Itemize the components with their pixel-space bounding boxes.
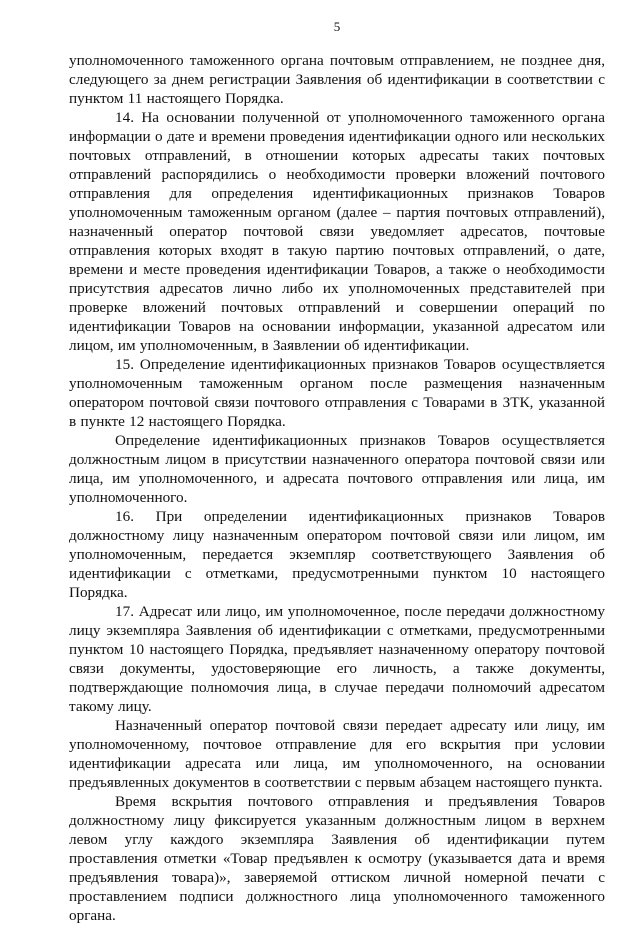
paragraph-17-third: Время вскрытия почтового отправления и предъявления Товаров должностному лицу фиксируется указанным должностным лицом в верхнем левом углу каждого экземпляра Заявления об идентификации путем проставления отметки «Товар предъявлен к осмотру (указывается дата и время предъявления товара)», заверяемой оттиском личной номерной печати с проставлением подписи должностного лица уполномоченного таможенного органа. bbox=[69, 793, 605, 924]
paragraph-14: 14. На основании полученной от уполномоченного таможенного органа информации о дате и времени проведения идентификации одного или нескольких почтовых отправлений, в отношении которых адресаты таких почтовых отправлений распорядились о необходимости проверки вложений почтового отправления для определения идентификационных признаков Товаров уполномоченным таможенным органом (далее – партия почтовых отправлений), назначенный оператор почтовой связи уведомляет адресатов, почтовые отправления которых входят в такую партию почтовых отправлений, о дате, времени и месте проведения идентификации Товаров, а также о необходимости присутствия адресатов лично либо их уполномоченных представителей при проверке вложений почтовых отправлений и совершении операций по идентификации Товаров на основании информации, указанной адресатом или лицом, им уполномоченным, в Заявлении об идентификации. bbox=[69, 109, 605, 354]
paragraph-16: 16. При определении идентификационных признаков Товаров должностному лицу назначенным оператором почтовой связи или лицом, им уполномоченным, передается экземпляр соответствующего Заявления об идентификации с отметками, предусмотренными пунктом 10 настоящего Порядка. bbox=[69, 508, 605, 601]
document-body bbox=[69, 51, 605, 925]
paragraph-15: 15. Определение идентификационных признаков Товаров осуществляется уполномоченным таможенным органом после размещения назначенным оператором почтовой связи почтового отправления с Товарами в ЗТК, указанной в пункте 12 настоящего Порядка. bbox=[69, 356, 605, 430]
paragraph-17-second: Назначенный оператор почтовой связи передает адресату или лицу, им уполномоченному, почтовое отправление для его вскрытия при условии идентификации адресата или лица, им уполномоченного, на основании предъявленных документов в соответствии с первым абзацем настоящего пункта. bbox=[69, 717, 605, 791]
paragraph-17: 17. Адресат или лицо, им уполномоченное, после передачи должностному лицу экземпляра Заявления об идентификации с отметками, предусмотренными пунктом 10 настоящего Порядка, предъявляет назначенному оператору почтовой связи документы, удостоверяющие его личность, а также документы, подтверждающие полномочия лица, в случае передачи полномочий адресатом такому лицу. bbox=[69, 603, 605, 715]
paragraph-15-second: Определение идентификационных признаков Товаров осуществляется должностным лицом в присутствии назначенного оператора почтовой связи или лица, им уполномоченного, и адресата почтового отправления или лица, им уполномоченного. bbox=[69, 432, 605, 506]
paragraph-continuation: уполномоченного таможенного органа почтовым отправлением, не позднее дня, следующего за днем регистрации Заявления об идентификации в соответствии с пунктом 11 настоящего Порядка. bbox=[69, 52, 605, 107]
page-number: 5 bbox=[333, 19, 341, 34]
